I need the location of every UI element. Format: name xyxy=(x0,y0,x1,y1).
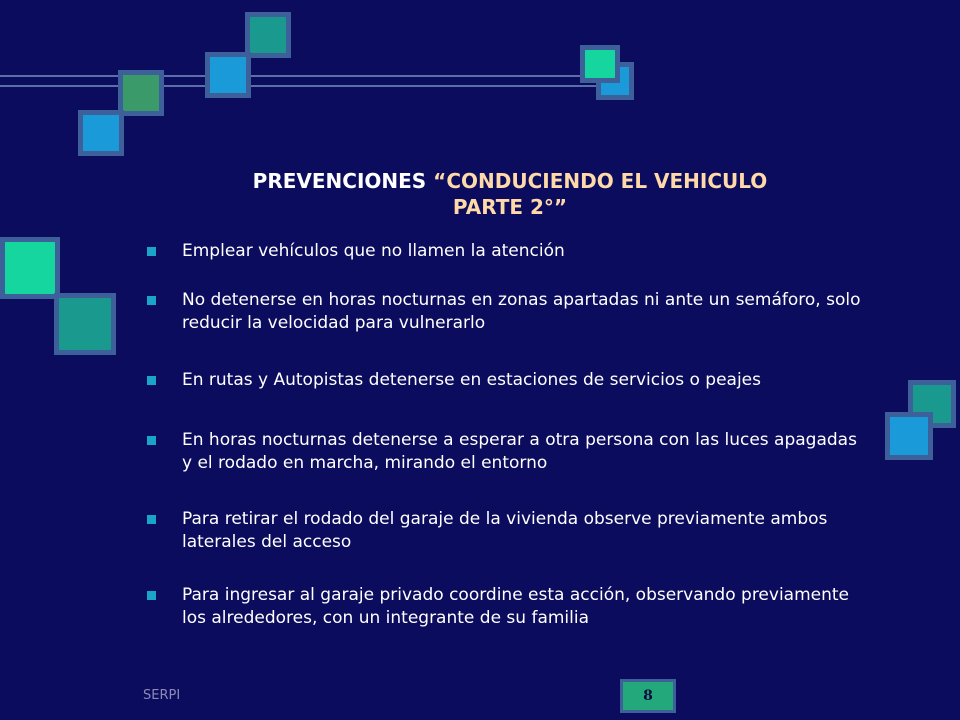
decorative-square xyxy=(245,12,291,58)
bullet-text: En rutas y Autopistas detenerse en estaciones de servicios o peajes xyxy=(182,370,761,390)
bullet-marker-icon xyxy=(147,376,156,385)
decorative-square xyxy=(78,110,124,156)
bullet-marker-icon xyxy=(147,247,156,256)
bullet-text: No detenerse en horas nocturnas en zonas apartadas ni ante un semáforo, solo reducir la velocidad para vulnerarlo xyxy=(182,290,861,333)
decorative-square xyxy=(0,237,60,299)
bullet-marker-icon xyxy=(147,591,156,600)
bullet-text: Emplear vehículos que no llamen la atención xyxy=(182,241,565,261)
decorative-square xyxy=(118,70,164,116)
title-subject: “CONDUCIENDO EL VEHICULO xyxy=(433,169,768,193)
decorative-square xyxy=(885,412,933,460)
slide-title xyxy=(200,168,820,220)
page-number: 8 xyxy=(620,679,676,713)
bullet-marker-icon xyxy=(147,436,156,445)
bullet-text: Para retirar el rodado del garaje de la vivienda observe previamente ambos laterales del acceso xyxy=(182,509,828,552)
footer-label: SERPI xyxy=(143,688,181,703)
bullet-text: En horas nocturnas detenerse a esperar a otra persona con las luces apagadas y el rodado en marcha, mirando el entorno xyxy=(182,430,857,473)
decorative-square xyxy=(205,52,251,98)
decorative-square xyxy=(580,45,620,83)
bullet-marker-icon xyxy=(147,515,156,524)
bullet-marker-icon xyxy=(147,296,156,305)
bullet-text: Para ingresar al garaje privado coordine esta acción, observando previamente los alrededores, con un integrante de su familia xyxy=(182,585,850,628)
decorative-line xyxy=(0,75,600,77)
decorative-line xyxy=(0,85,600,87)
title-part: PARTE 2°” xyxy=(452,195,568,219)
title-prefix: PREVENCIONES xyxy=(252,169,434,193)
decorative-square xyxy=(54,293,116,355)
